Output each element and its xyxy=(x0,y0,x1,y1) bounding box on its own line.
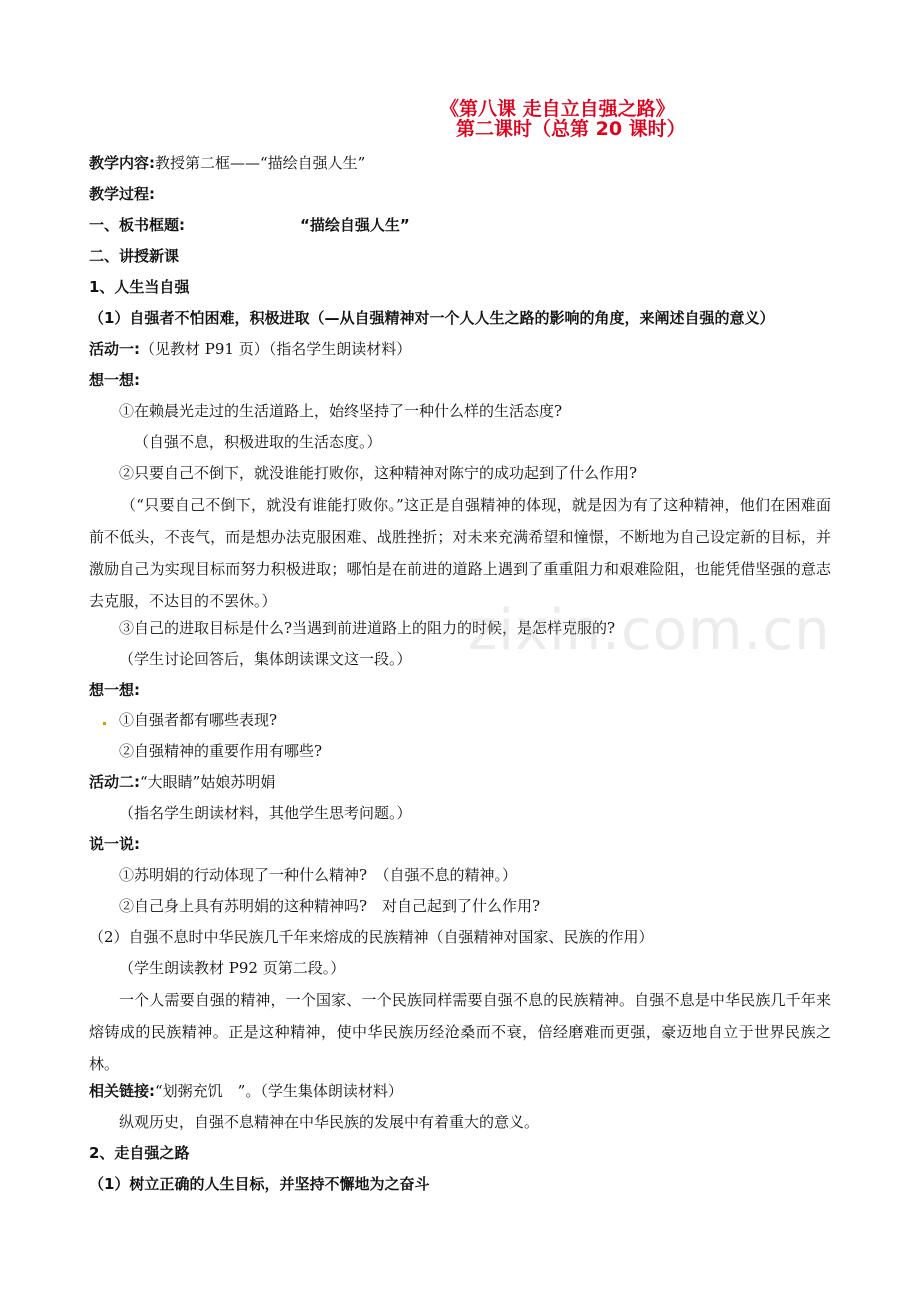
watermark: zixin.com.cn xyxy=(468,598,831,663)
activity-2-text: “大眼睛”姑娘苏明娟 xyxy=(140,773,276,791)
activity-2-label: 活动二: xyxy=(89,773,140,791)
teaching-process-heading: 教学过程: xyxy=(89,185,155,203)
subsection-1-heading: 1、人生当自强 xyxy=(89,278,190,296)
title-line-2: 第二课时（总第 20 课时） xyxy=(456,118,686,140)
subsection-2-heading: 2、走自强之路 xyxy=(89,1144,190,1162)
point-1: （1）自强者不怕困难，积极进取（—从自强精神对一个人人生之路的影响的角度，来阐述自强的意义） xyxy=(89,309,775,327)
teaching-content xyxy=(89,152,365,174)
section-1-label: 一、板书框题: xyxy=(89,216,185,234)
summary: 纵观历史，自强不息精神在中华民族的发展中有着重大的意义。 xyxy=(119,1113,540,1131)
answer-5: （学生朗读教材 P92 页第二段。） xyxy=(119,959,346,977)
teaching-content-label: 教学内容: xyxy=(89,154,155,172)
question-5: ②自强精神的重要作用有哪些? xyxy=(119,742,323,760)
question-2: ②只要自己不倒下，就没谁能打败你，这种精神对陈宁的成功起到了什么作用? xyxy=(119,464,638,482)
point-3: （1）树立正确的人生目标，并坚持不懈地为之奋斗 xyxy=(89,1175,430,1193)
say-heading: 说一说: xyxy=(89,835,140,853)
title-line-1: 《第八课 走自立自强之路》 xyxy=(440,98,675,120)
section-2-heading: 二、讲授新课 xyxy=(89,247,180,265)
question-7: ②自己身上具有苏明娟的这种精神吗? 对自己起到了什么作用? xyxy=(119,897,541,915)
question-6: ①苏明娟的行动体现了一种什么精神? （自强不息的精神。） xyxy=(119,866,518,884)
question-4: ①自强者都有哪些表现? xyxy=(119,711,278,729)
think-heading-1: 想一想: xyxy=(89,371,140,389)
point-2: （2）自强不息时中华民族几千年来熔成的民族精神（自强精神对国家、民族的作用） xyxy=(89,928,654,946)
related-link-text: “划粥充饥 ”。（学生集体朗读材料） xyxy=(155,1082,403,1100)
activity-1-text: （见教材 P91 页）（指名学生朗读材料） xyxy=(140,340,412,358)
related-link xyxy=(89,1080,403,1102)
answer-1: （自强不息，积极进取的生活态度。） xyxy=(134,433,382,451)
teaching-content-text: 教授第二框——“描绘自强人生” xyxy=(155,154,366,172)
activity-2 xyxy=(89,771,275,793)
answer-2-paragraph: （“只要自己不倒下，就没有谁能打败你。”这正是自强精神的体现，就是因为有了这种精神，他们在困难面前不低头，不丧气，而是想办法克服困难、战胜挫折；对未来充满希望和憧憬，不断地为自己设定新的目标，并激励自己为实现目标而努力积极进取；哪怕是在前进的道路上遇到了重重阻力和艰难险阻，也能凭借坚强的意志去克服，不达目的不罢休。） xyxy=(89,496,831,610)
national-spirit-paragraph: 一个人需要自强的精神，一个国家、一个民族同样需要自强不息的民族精神。自强不息是中华民族几千年来熔铸成的民族精神。正是这种精神，使中华民族历经沧桑而不衰，倍经磨难而更强，豪迈地自立于世界民族之林。 xyxy=(89,991,831,1073)
activity-1 xyxy=(89,338,411,360)
bullet-dot xyxy=(103,722,106,725)
answer-3: （学生讨论回答后，集体朗读课文这一段。） xyxy=(119,650,412,668)
question-1: ①在赖晨光走过的生活道路上，始终坚持了一种什么样的生活态度? xyxy=(119,402,563,420)
activity-1-label: 活动一: xyxy=(89,340,140,358)
answer-4: （指名学生朗读材料，其他学生思考问题。） xyxy=(119,804,412,822)
think-heading-2: 想一想: xyxy=(89,681,140,699)
section-1-text: “描绘自强人生” xyxy=(300,216,410,234)
question-3: ③自己的进取目标是什么?当遇到前进道路上的阻力的时候，是怎样克服的? xyxy=(119,619,616,637)
related-link-label: 相关链接: xyxy=(89,1082,155,1100)
